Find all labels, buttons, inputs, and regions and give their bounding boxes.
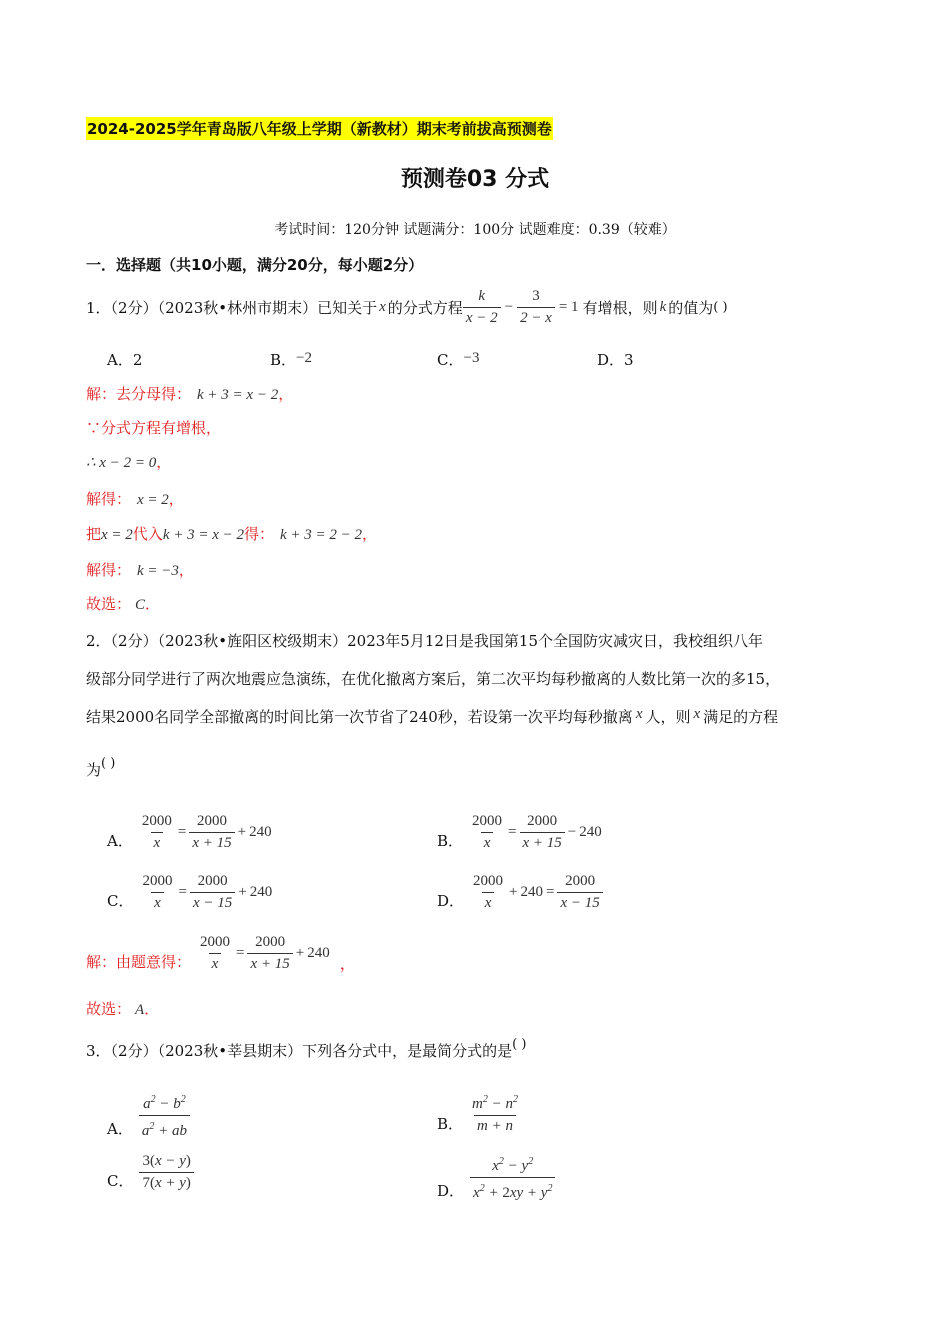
exam-series-title: 2024-2025学年青岛版八年级上学期（新教材）期末考前拔高预测卷 <box>86 117 553 140</box>
q1-solution-line-1: 解：去分母得： k + 3 = x − 2， <box>86 385 294 403</box>
q1-option-b[interactable]: B．−2 <box>270 350 312 369</box>
q1-solution-line-4: 解得： x = 2， <box>86 490 184 508</box>
q1-option-d[interactable]: D．3 <box>597 351 634 369</box>
var-x: x <box>379 299 386 315</box>
question-2-line-1: 2．（2分）（2023秋•旌阳区校级期末）2023年5月12日是我国第15个全国防灾减灾日，我校组织八年 <box>86 632 764 650</box>
q2-option-a[interactable]: A． $\frac{2000}{x}$ = $\frac{2000}{x + 15}$ + 240 <box>107 813 272 851</box>
q3-option-a[interactable]: A． $\frac{a^2 - b^2}{a^2 + ab}$ <box>107 1090 190 1141</box>
page-title: 预测卷03 分式 <box>400 167 550 192</box>
fraction-3-over-2-minus-x: $\frac{3}{2 - x}$ <box>517 287 555 328</box>
question-2-line-3: 结果2000名同学全部撤离的时间比第一次节省了240秒，若设第一次平均每秒撤离 x 人，则 x 满足的方程 <box>86 706 779 726</box>
q1-solution-line-5: 把x = 2代入k + 3 = x − 2得： k + 3 = 2 − 2， <box>86 525 378 543</box>
exam-info: 考试时间：120分钟 试题满分：100分 试题难度：0.39（较难） <box>274 222 676 238</box>
q2-option-c[interactable]: C． $\frac{2000}{x}$ = $\frac{2000}{x - 15}$ + 240 <box>107 873 273 911</box>
question-2-line-4: 为( ) <box>86 756 116 779</box>
fraction-k-over-x-minus-2: $\frac{k}{x - 2}$ <box>463 287 501 328</box>
question-2-line-2: 级部分同学进行了两次地震应急演练，在优化撤离方案后，第二次平均每秒撤离的人数比第一次的多15， <box>86 670 781 688</box>
q3-option-c[interactable]: C． $\frac{3(x - y)}{7(x + y)}$ <box>107 1152 194 1193</box>
section-heading: 一．选择题（共10小题，满分20分，每小题2分） <box>86 256 424 274</box>
q2-option-b[interactable]: B． $\frac{2000}{x}$ = $\frac{2000}{x + 15}$ − 240 <box>437 813 602 851</box>
q1-answer: 故选： C． <box>86 595 161 613</box>
question-1: 1．（2分）（2023秋•林州市期末）已知关于 x 的分式方程 $\frac{k}{x - 2}$ − $\frac{3}{2 - x}$ = 1 有增根，则 k 的值为 ( ) <box>86 288 728 326</box>
q1-option-c[interactable]: C．−3 <box>437 350 480 369</box>
q1-option-a[interactable]: A．2 <box>107 351 143 369</box>
q3-option-d[interactable]: D． $\frac{x^2 - y^2}{x^2 + 2xy + y^2}$ <box>437 1152 555 1203</box>
q1-solution-line-2: ∵分式方程有增根， <box>86 419 222 437</box>
q2-solution: 解：由题意得： $\frac{2000}{x}$ = $\frac{2000}{x + 15}$ + 240 ， <box>86 934 356 973</box>
q2-answer: 故选： A． <box>86 1000 160 1018</box>
q1-solution-line-6: 解得： k = −3， <box>86 561 194 579</box>
q2-option-d[interactable]: D． $\frac{2000}{x}$ + 240 = $\frac{2000}{x - 15}$ <box>437 872 603 913</box>
question-3: 3．（2分）（2023秋•莘县期末）下列各分式中，是最简分式的是( ) <box>86 1037 527 1060</box>
q1-solution-line-3: ∴ x − 2 = 0， <box>86 453 172 471</box>
q3-option-b[interactable]: B． $\frac{m^2 - n^2}{m + n}$ <box>437 1094 518 1134</box>
